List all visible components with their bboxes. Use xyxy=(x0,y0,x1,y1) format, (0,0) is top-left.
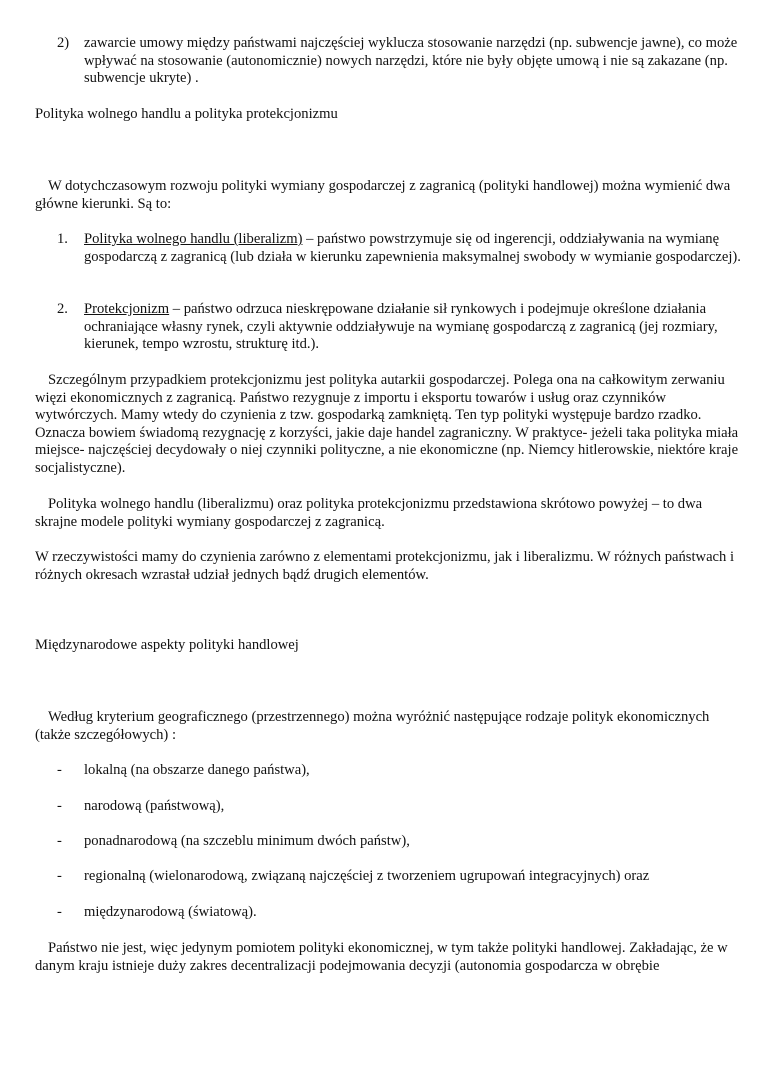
section-heading-trade-policy: Polityka wolnego handlu a polityka protekcjonizmu xyxy=(35,106,338,122)
dash-marker: - xyxy=(57,904,62,920)
paragraph-state-subject: Państwo nie jest, więc jedynym pomiotem polityki ekonomicznej, w tym także polityki handlowej. Zakładając, że w danym kraju istnieje duży zakres decentralizacji podejmowania decyzji (autonomia gospodarcza w obrębie xyxy=(35,940,728,974)
section-heading-international: Międzynarodowe aspekty polityki handlowej xyxy=(35,637,299,653)
dash-item-supranational xyxy=(57,833,747,851)
dash-item-text: ponadnarodową (na szczeblu minimum dwóch państw), xyxy=(84,833,410,849)
term-protectionism: Protekcjonizm xyxy=(84,301,170,317)
paragraph-intro-directions: W dotychczasowym rozwoju polityki wymiany gospodarczej z zagranicą (polityki handlowej) można wymienić dwa główne kierunki. Są to: xyxy=(35,178,731,212)
dash-item-text: narodową (państwową), xyxy=(84,798,225,814)
list-item-text: zawarcie umowy między państwami najczęściej wyklucza stosowanie narzędzi (np. subwencje jawne), co może wpływać na stosowanie (autonomicznie) nowych narzędzi, które nie były objęte umową i nie są zakazane (np. subwencje ukryte) . xyxy=(84,35,738,86)
paragraph-two-models: Polityka wolnego handlu (liberalizmu) oraz polityka protekcjonizmu przedstawiona skrótowo powyżej – to dwa skrajne modele polityki wymiany gospodarczej z zagranicą. xyxy=(35,496,703,530)
dash-item-local xyxy=(57,762,747,780)
dash-marker: - xyxy=(57,798,62,814)
term-free-trade: Polityka wolnego handlu (liberalizm) xyxy=(84,231,303,247)
dash-item-regional xyxy=(57,868,747,886)
list-marker: 2. xyxy=(57,301,68,317)
paragraph-reality: W rzeczywistości mamy do czynienia zarówno z elementami protekcjonizmu, jak i liberalizmu. W różnych państwach i różnych okresach wzrastał udział jednych bądź drugich elementów. xyxy=(35,549,735,583)
dash-item-national xyxy=(57,798,747,816)
paragraph-autarky: Szczególnym przypadkiem protekcjonizmu jest polityka autarkii gospodarczej. Polega ona na całkowitym zerwaniu więzi ekonomicznych z zagranicą. Państwo rezygnuje z importu i eksportu towarów i usług oraz czynników wytwórczych. Mamy wtedy do czynienia z tzw. gospodarką zamkniętą. Ten typ polityki występuje bardzo rzadko. Oznacza bowiem świadomą rezygnację z korzyści, jakie daje handel zagraniczny. W praktyce- jeżeli taka polityka miała miejsce- najczęściej decydowały o niej czynniki polityczne, a nie ekonomiczne (np. Niemcy hitlerowskie, niektóre kraje socjalistyczne). xyxy=(35,372,739,476)
dash-item-text: regionalną (wielonarodową, związaną najczęściej z tworzeniem ugrupowań integracyjnych) oraz xyxy=(84,868,650,884)
list-item-text xyxy=(84,301,747,354)
dash-item-text: międzynarodową (światową). xyxy=(84,904,257,920)
list-marker: 1. xyxy=(57,231,68,247)
dash-marker: - xyxy=(57,868,62,884)
dash-item-international xyxy=(57,904,747,922)
definition-protectionism: – państwo odrzuca nieskrępowane działanie sił rynkowych i podejmuje określone działania ochraniające własny rynek, czyli aktywnie oddziaływuje na wymianę gospodarczą z zagranicą (jej rozmiary, kierunek, tempo wzrostu, strukturę itd.). xyxy=(84,301,718,352)
paragraph-geographic-criterion: Według kryterium geograficznego (przestrzennego) można wyróżnić następujące rodzaje polityk ekonomicznych (także szczegółowych) : xyxy=(35,709,710,743)
list-item-text xyxy=(84,231,747,266)
dash-marker: - xyxy=(57,762,62,778)
list-item-protectionism xyxy=(57,301,747,354)
list-item-free-trade xyxy=(57,231,747,266)
list-item-2 xyxy=(57,35,747,88)
dash-marker: - xyxy=(57,833,62,849)
list-marker: 2) xyxy=(57,35,70,51)
definition-free-trade: – państwo powstrzymuje się od ingerencji, oddziaływania na wymianę gospodarczą z zagranicą (lub działa w kierunku zapewnienia maksymalnej swobody w wymianie gospodarczej). xyxy=(84,231,741,265)
dash-item-text: lokalną (na obszarze danego państwa), xyxy=(84,762,310,778)
